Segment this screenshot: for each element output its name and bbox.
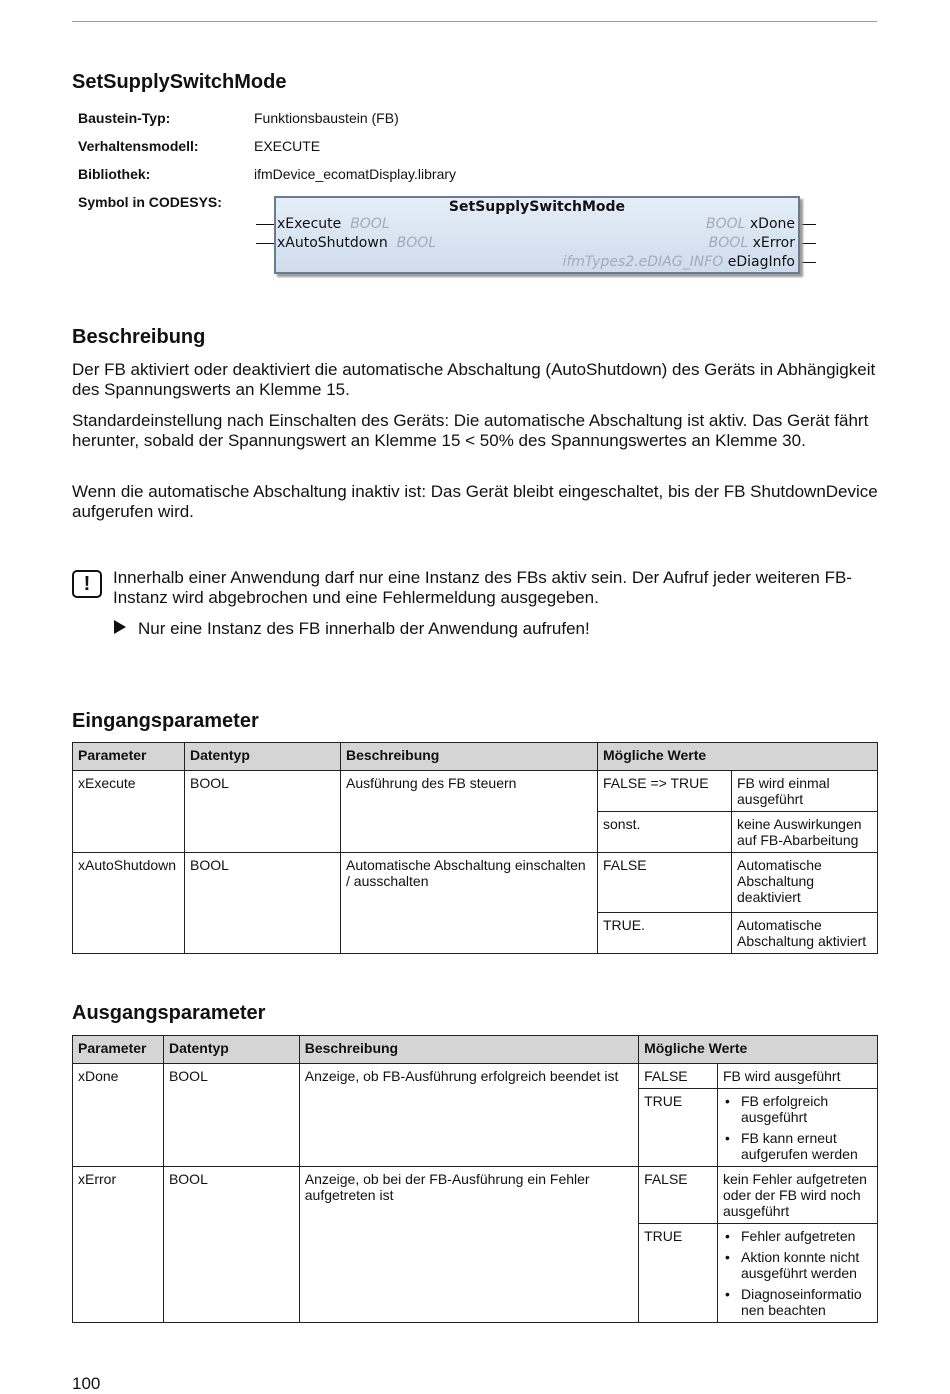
property-key: Baustein-Typ: bbox=[78, 110, 171, 126]
column-header: Datentyp bbox=[185, 743, 341, 771]
property-value: EXECUTE bbox=[254, 138, 321, 154]
bullet-item: • FB kann erneut aufgerufen werden bbox=[723, 1130, 872, 1162]
value-cell: FALSE bbox=[639, 1167, 718, 1224]
section-heading-inputs: Eingangsparameter bbox=[72, 710, 259, 732]
table-row bbox=[73, 771, 878, 812]
output-pin bbox=[798, 224, 816, 225]
param-cell: xError bbox=[73, 1167, 164, 1323]
bullet-list bbox=[723, 1228, 872, 1318]
desc-cell: Anzeige, ob bei der FB-Ausführung ein Fehler aufgetreten ist bbox=[299, 1167, 638, 1323]
property-value: ifmDevice_ecomatDisplay.library bbox=[254, 166, 457, 182]
desc-cell: Automatische Abschaltung einschalten / ausschalten bbox=[341, 853, 598, 954]
output-pin bbox=[798, 262, 816, 263]
desc-cell: Ausführung des FB steuern bbox=[341, 771, 598, 853]
fb-output-name: xError bbox=[752, 235, 795, 251]
output-parameters-table bbox=[72, 1035, 878, 1323]
input-parameters-table bbox=[72, 742, 878, 954]
fb-output-type: BOOL bbox=[708, 235, 749, 251]
desc-cell: Anzeige, ob FB-Ausführung erfolgreich beendet ist bbox=[299, 1064, 638, 1167]
header-rule bbox=[72, 21, 877, 22]
description-paragraph: Der FB aktiviert oder deaktiviert die automatische Abschaltung (AutoShutdown) des Geräts in Abhängigkeit des Spannungswerts an Klemme 15. bbox=[72, 360, 876, 399]
notice-text: Innerhalb einer Anwendung darf nur eine Instanz des FBs aktiv sein. Der Aufruf jeder weiteren FB-Instanz wird abgebrochen und eine Fehlermeldung ausgegeben. bbox=[113, 568, 852, 607]
type-cell: BOOL bbox=[185, 771, 341, 853]
warning-icon: ! bbox=[72, 570, 102, 598]
type-cell: BOOL bbox=[163, 1167, 299, 1323]
property-key: Verhaltensmodell: bbox=[78, 138, 199, 154]
property-key: Symbol in CODESYS: bbox=[78, 194, 222, 210]
fb-input-type: BOOL bbox=[350, 216, 390, 232]
fb-output bbox=[562, 254, 795, 270]
value-cell: sonst. bbox=[598, 812, 732, 853]
bullet-item: • Diagnoseinformatio nen beachten bbox=[723, 1286, 872, 1318]
fb-output-type: ifmTypes2.eDIAG_INFO bbox=[562, 254, 724, 270]
fb-input-name: xAutoShutdown bbox=[277, 235, 388, 251]
output-pin bbox=[798, 243, 816, 244]
value-meaning-cell: FB wird einmal ausgeführt bbox=[732, 771, 878, 812]
value-meaning-cell: FB wird ausgeführt bbox=[717, 1064, 877, 1089]
section-heading-outputs: Ausgangsparameter bbox=[72, 1002, 266, 1024]
description-paragraph: Standardeinstellung nach Einschalten des Geräts: Die automatische Abschaltung ist aktiv. Das Gerät fährt herunter, sobald der Spannungswert an Klemme 15 < 50% des Spannungswertes an Klemme 30. bbox=[72, 411, 869, 450]
fb-output bbox=[706, 216, 795, 232]
value-cell: TRUE. bbox=[598, 913, 732, 954]
fb-input-name: xExecute bbox=[277, 216, 342, 232]
fb-input bbox=[277, 216, 390, 232]
action-arrow-icon bbox=[114, 620, 126, 634]
value-meaning-cell bbox=[717, 1089, 877, 1167]
param-cell: xAutoShutdown bbox=[73, 853, 185, 954]
fb-output-name: eDiagInfo bbox=[727, 254, 795, 270]
bullet-item: • Aktion konnte nicht ausgeführt werden bbox=[723, 1249, 872, 1281]
fb-input-type: BOOL bbox=[396, 235, 437, 251]
column-header: Mögliche Werte bbox=[598, 743, 878, 771]
type-cell: BOOL bbox=[185, 853, 341, 954]
property-key: Bibliothek: bbox=[78, 166, 151, 182]
input-pin bbox=[256, 224, 274, 225]
column-header: Parameter bbox=[73, 1036, 164, 1064]
bullet-list bbox=[723, 1093, 872, 1162]
page-title: SetSupplySwitchMode bbox=[72, 71, 287, 93]
table-row bbox=[73, 1064, 878, 1089]
value-meaning-cell: kein Fehler aufgetreten oder der FB wird noch ausgeführt bbox=[717, 1167, 877, 1224]
description-paragraph: Wenn die automatische Abschaltung inaktiv ist: Das Gerät bleibt eingeschaltet, bis der FB ShutdownDevice aufgerufen wird. bbox=[72, 482, 878, 521]
column-header: Beschreibung bbox=[341, 743, 598, 771]
value-cell: FALSE => TRUE bbox=[598, 771, 732, 812]
fb-output-type: BOOL bbox=[705, 216, 746, 232]
page-number: 100 bbox=[72, 1374, 101, 1393]
fb-input bbox=[277, 235, 436, 251]
fb-symbol-title: SetSupplySwitchMode bbox=[448, 199, 626, 215]
notice-action: Nur eine Instanz des FB innerhalb der Anwendung aufrufen! bbox=[138, 619, 590, 638]
input-pin bbox=[256, 243, 274, 244]
param-cell: xExecute bbox=[73, 771, 185, 853]
property-value: Funktionsbaustein (FB) bbox=[254, 110, 399, 126]
type-cell: BOOL bbox=[163, 1064, 299, 1167]
value-meaning-cell: Automatische Abschaltung deaktiviert bbox=[732, 853, 878, 913]
column-header: Datentyp bbox=[163, 1036, 299, 1064]
column-header: Parameter bbox=[73, 743, 185, 771]
value-cell: TRUE bbox=[639, 1089, 718, 1167]
table-row bbox=[73, 1167, 878, 1224]
section-heading-description: Beschreibung bbox=[72, 326, 206, 348]
table-row bbox=[73, 853, 878, 913]
column-header: Mögliche Werte bbox=[639, 1036, 878, 1064]
value-meaning-cell: keine Auswirkungen auf FB-Abarbeitung bbox=[732, 812, 878, 853]
bullet-item: • Fehler aufgetreten bbox=[723, 1228, 872, 1244]
value-meaning-cell bbox=[717, 1224, 877, 1323]
fb-output bbox=[709, 235, 795, 251]
value-cell: FALSE bbox=[639, 1064, 718, 1089]
fb-symbol bbox=[274, 196, 800, 274]
table-header-row bbox=[73, 743, 878, 771]
bullet-item: • FB erfolgreich ausgeführt bbox=[723, 1093, 872, 1125]
table-header-row bbox=[73, 1036, 878, 1064]
param-cell: xDone bbox=[73, 1064, 164, 1167]
fb-output-name: xDone bbox=[749, 216, 795, 232]
value-meaning-cell: Automatische Abschaltung aktiviert bbox=[732, 913, 878, 954]
value-cell: FALSE bbox=[598, 853, 732, 913]
column-header: Beschreibung bbox=[299, 1036, 638, 1064]
value-cell: TRUE bbox=[639, 1224, 718, 1323]
